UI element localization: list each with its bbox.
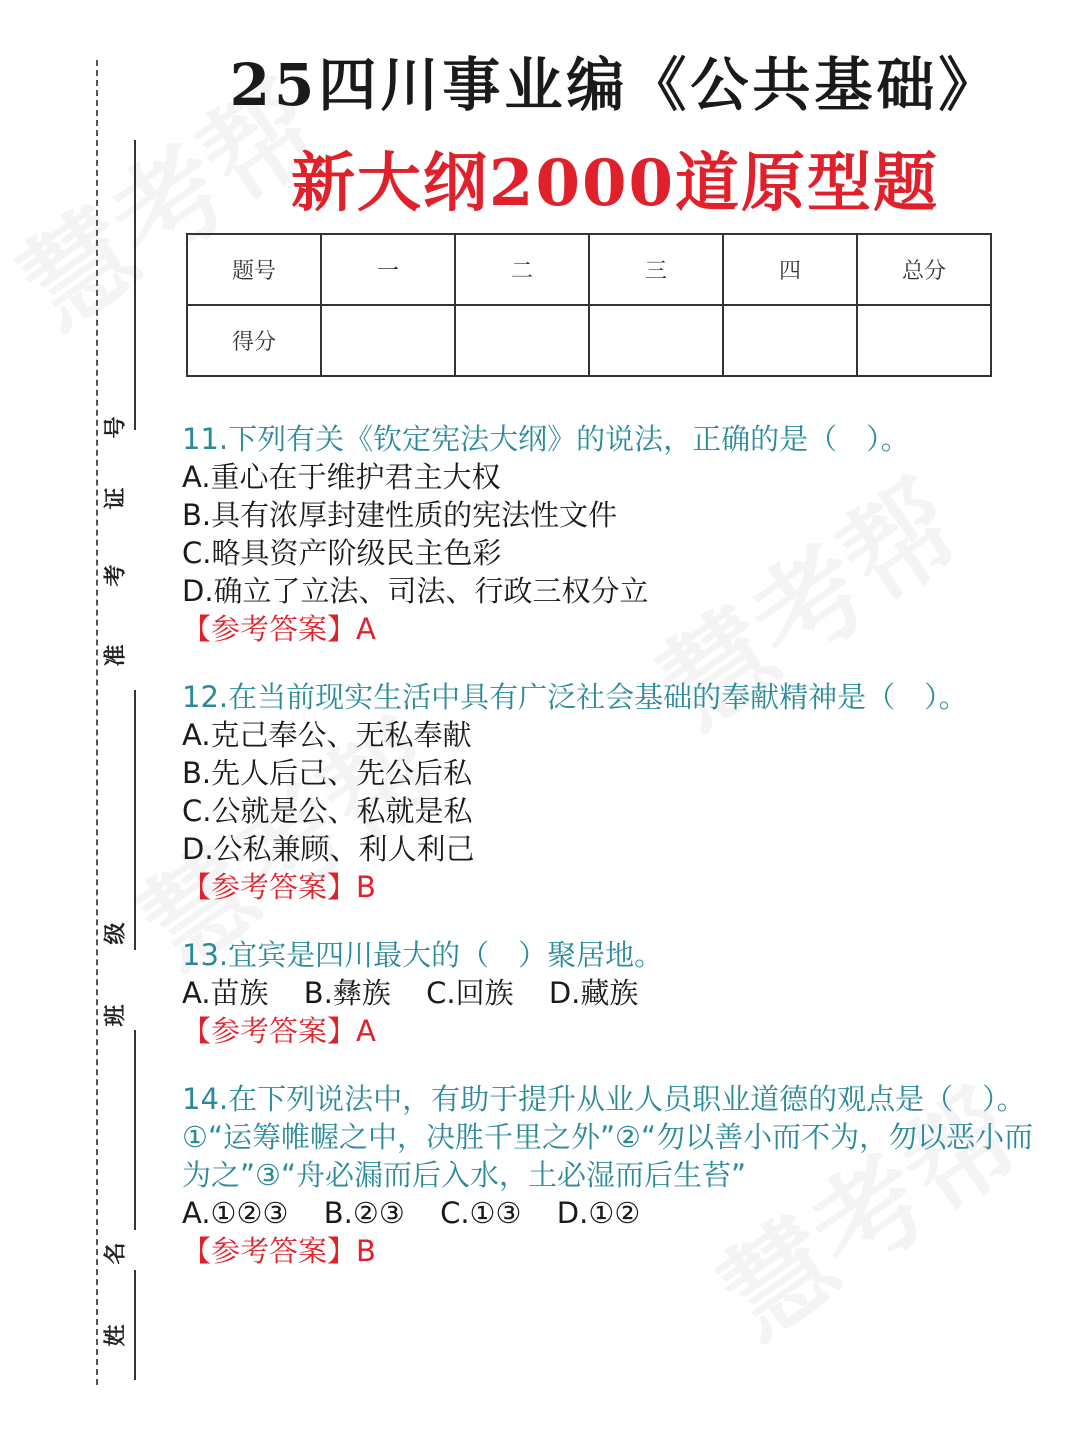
score-table-score-row	[187, 305, 991, 376]
table-cell: 三	[589, 234, 723, 305]
option: A.重心在于维护君主大权	[182, 460, 501, 494]
option: B.②③	[323, 1196, 405, 1230]
answer: 【参考答案】B	[182, 1234, 376, 1268]
option-row	[182, 1194, 1042, 1232]
margin-label: 姓	[102, 1324, 129, 1347]
margin-blank-line	[134, 1030, 136, 1230]
question-list	[182, 420, 1042, 1300]
table-cell: 一	[321, 234, 455, 305]
margin-blank-line	[134, 1270, 136, 1380]
margin-label: 名	[102, 1242, 129, 1265]
table-cell: 四	[723, 234, 857, 305]
margin-label: 号	[102, 416, 129, 439]
option: C.公就是公、私就是私	[182, 794, 473, 828]
answer: 【参考答案】A	[182, 1014, 376, 1048]
option: C.①③	[440, 1196, 522, 1230]
option: A.①②③	[182, 1196, 289, 1230]
option: B.先人后己、先公后私	[182, 756, 473, 790]
score-input-cell[interactable]	[589, 305, 723, 376]
option: A.克己奉公、无私奉献	[182, 718, 472, 752]
option: A.苗族	[182, 976, 269, 1010]
table-cell: 题号	[187, 234, 321, 305]
score-input-cell[interactable]	[857, 305, 991, 376]
margin-label: 班	[102, 1004, 129, 1027]
margin-label: 准	[102, 644, 129, 667]
margin-label: 考	[102, 564, 129, 587]
cut-line	[96, 60, 98, 1385]
option: D.确立了立法、司法、行政三权分立	[182, 574, 649, 608]
option: C.回族	[426, 976, 514, 1010]
option: D.公私兼顾、利人利己	[182, 832, 475, 866]
option: D.藏族	[548, 976, 639, 1010]
question-item	[182, 678, 1042, 906]
option: B.彝族	[303, 976, 391, 1010]
question-stem: 14.在下列说法中，有助于提升从业人员职业道德的观点是（ ）。①“运筹帷幄之中，决胜千里之外”②“勿以善小而不为，勿以恶小而为之”③“舟必漏而后入水，土必湿而后生苔”	[182, 1082, 1034, 1192]
score-input-cell[interactable]	[455, 305, 589, 376]
score-table	[186, 233, 992, 377]
question-stem: 12.在当前现实生活中具有广泛社会基础的奉献精神是（ ）。	[182, 680, 968, 714]
margin-blank-line	[134, 690, 136, 950]
answer: 【参考答案】A	[182, 612, 376, 646]
table-cell: 二	[455, 234, 589, 305]
margin-label: 证	[102, 487, 129, 510]
question-item	[182, 1080, 1042, 1270]
question-stem: 11.下列有关《钦定宪法大纲》的说法，正确的是（ ）。	[182, 422, 910, 456]
page-subtitle: 新大纲2000道原型题	[290, 146, 940, 221]
score-table-header-row	[187, 234, 991, 305]
option-row	[182, 974, 1042, 1012]
question-item	[182, 936, 1042, 1050]
table-cell: 总分	[857, 234, 991, 305]
margin-blank-line	[134, 140, 136, 430]
score-input-cell[interactable]	[723, 305, 857, 376]
table-cell: 得分	[187, 305, 321, 376]
option: C.略具资产阶级民主色彩	[182, 536, 502, 570]
page-title: 25四川事业编《公共基础》	[229, 51, 1001, 119]
option: D.①②	[556, 1196, 641, 1230]
question-stem: 13.宜宾是四川最大的（ ）聚居地。	[182, 938, 664, 972]
answer: 【参考答案】B	[182, 870, 376, 904]
margin-label: 级	[102, 922, 129, 945]
score-input-cell[interactable]	[321, 305, 455, 376]
option: B.具有浓厚封建性质的宪法性文件	[182, 498, 618, 532]
question-item	[182, 420, 1042, 648]
